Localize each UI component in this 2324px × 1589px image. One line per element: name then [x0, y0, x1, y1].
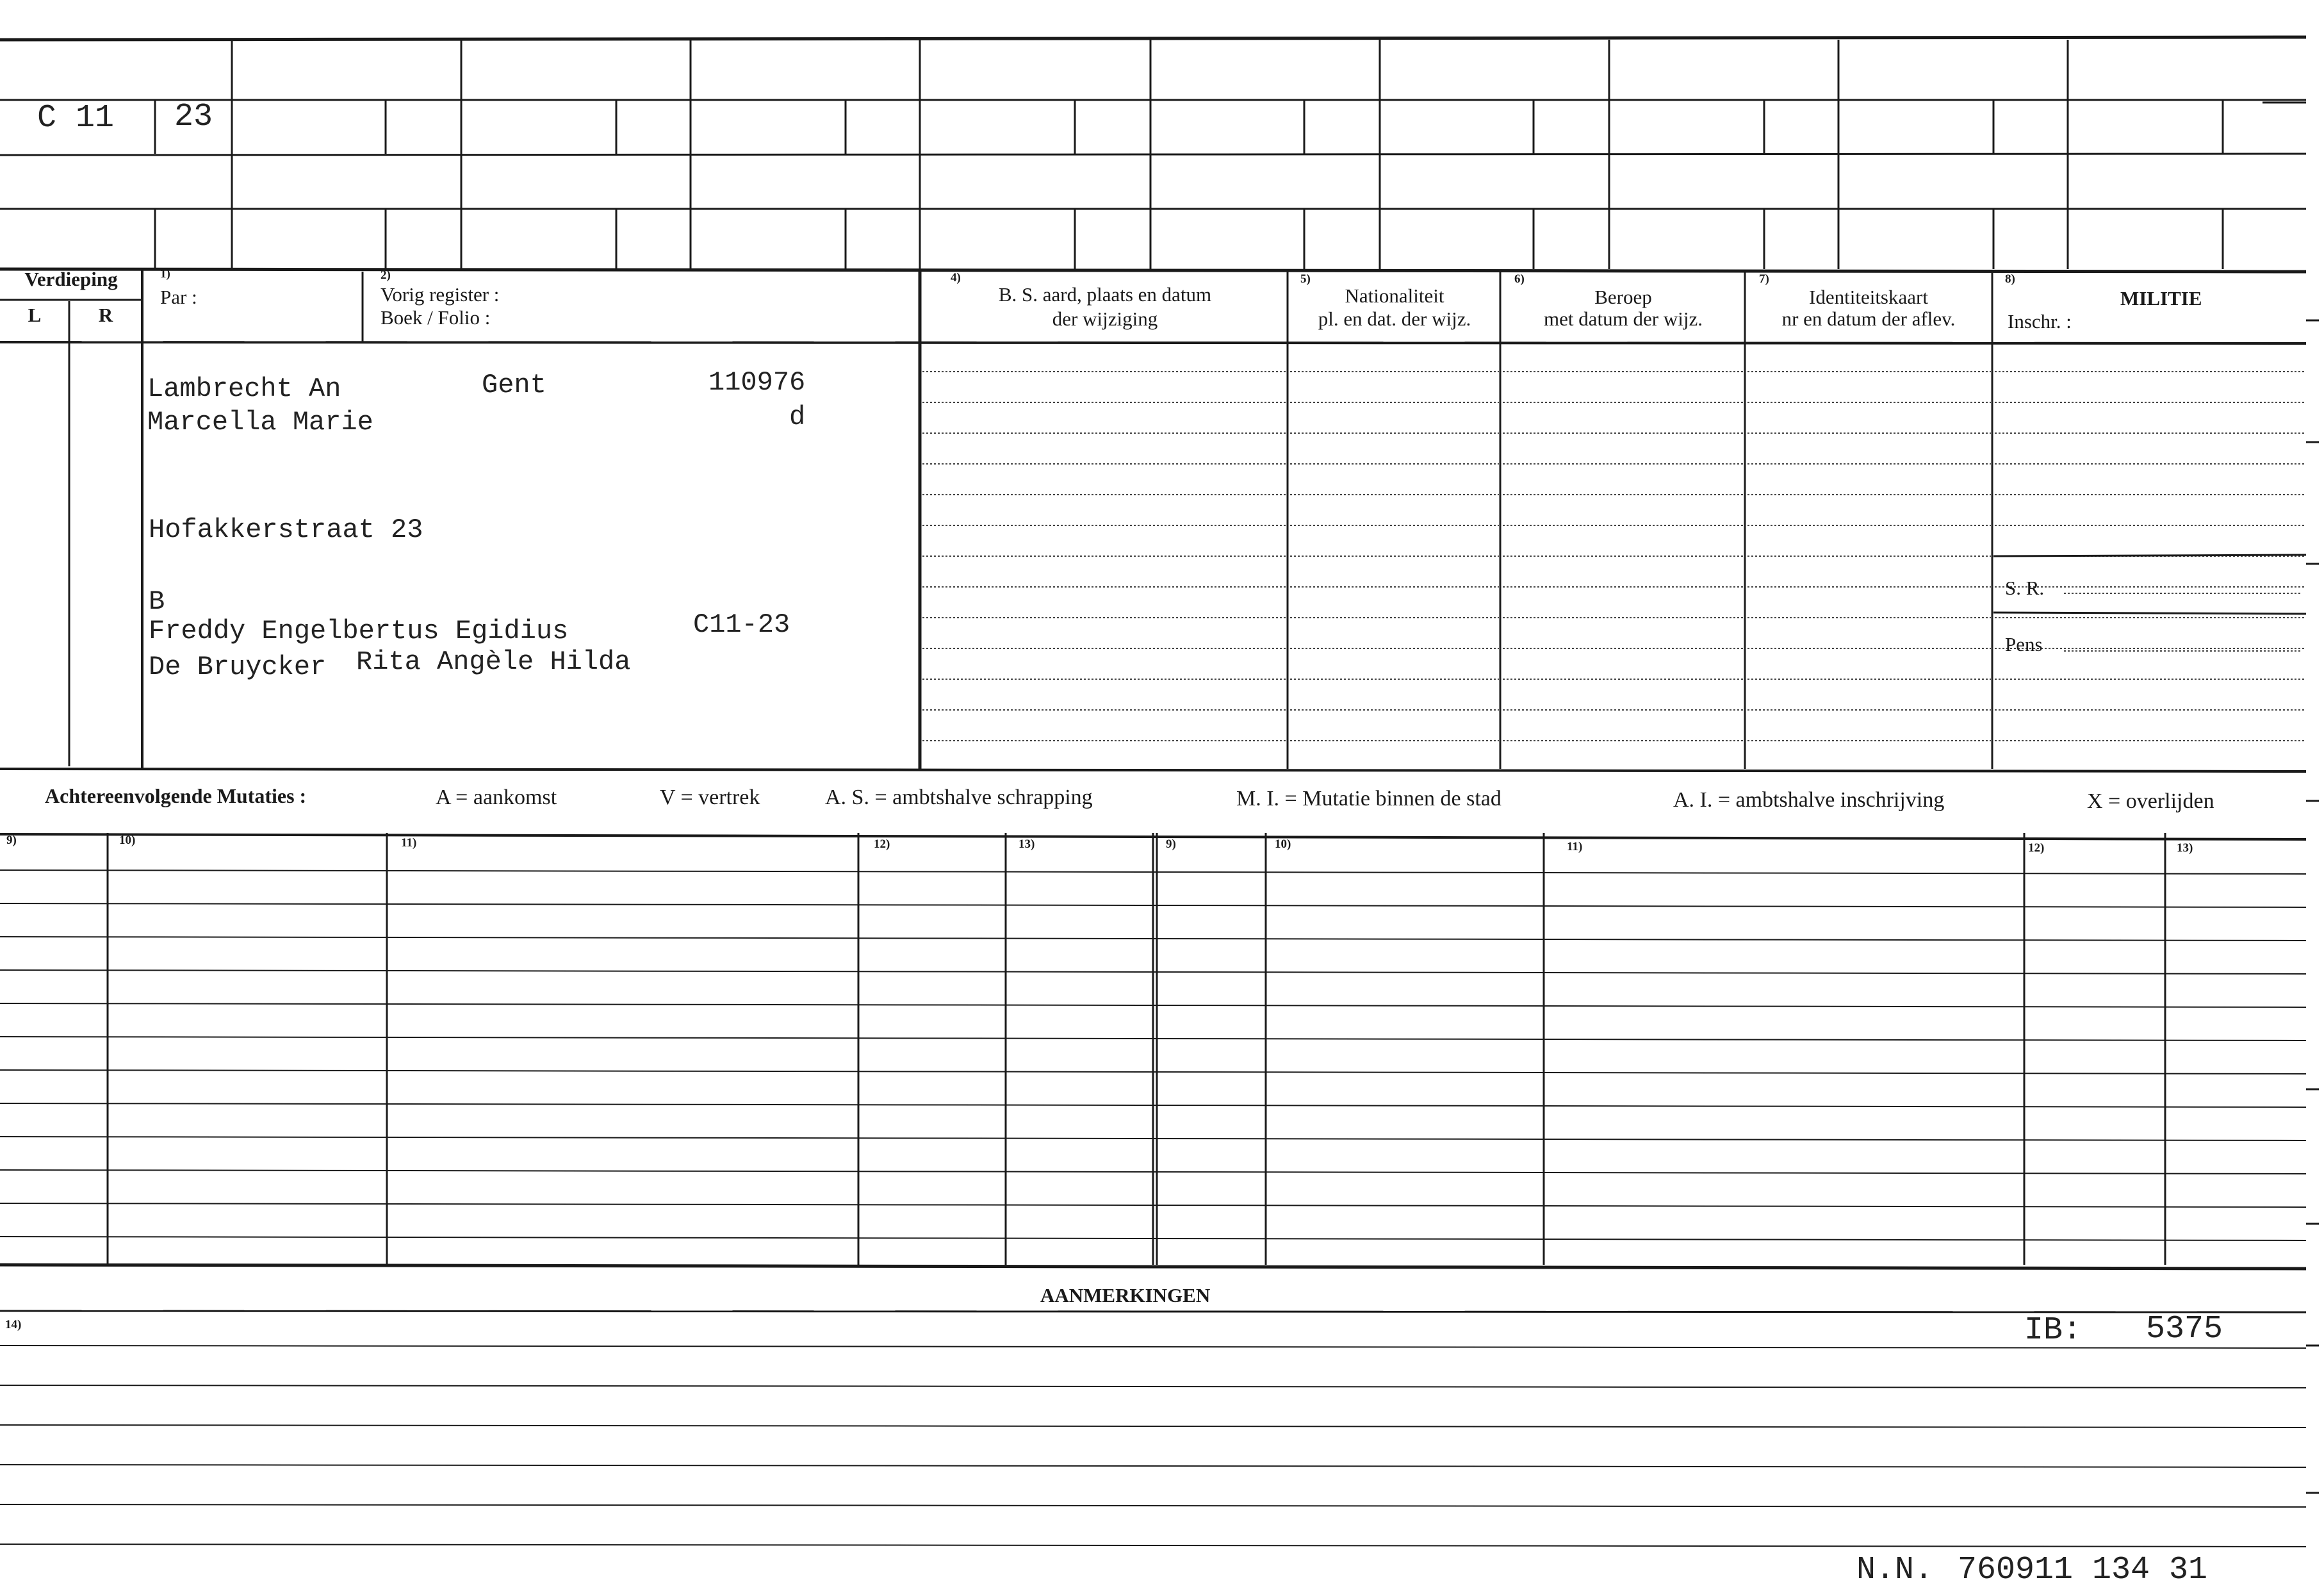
ib-label: IB:: [2024, 1312, 2083, 1349]
col4-heading-2: der wijziging: [1052, 308, 1158, 330]
col2-vorig-register: Vorig register :: [381, 283, 500, 306]
grid-line: [0, 342, 2306, 343]
mut-left-col-12: 12): [874, 837, 890, 851]
entry-surname: Lambrecht An: [147, 374, 341, 404]
verdieping-label: Verdieping: [24, 268, 118, 290]
mut-left-col-11: 11): [401, 836, 417, 850]
grid-line: [0, 1385, 2306, 1388]
col1-par-label: Par :: [160, 286, 197, 308]
entry-place: Gent: [482, 370, 546, 400]
col7-heading-1: Identiteitskaart: [1809, 286, 1928, 308]
col4-heading-1: B. S. aard, plaats en datum: [998, 283, 1212, 306]
col6-number: 6): [1514, 272, 1525, 286]
entry-address: Hofakkerstraat 23: [149, 515, 423, 545]
aanmerkingen-title: AANMERKINGEN: [1040, 1284, 1211, 1306]
militie-inschr-label: Inschr. :: [2008, 310, 2072, 333]
entry-d-mark: d: [789, 402, 806, 432]
grid-line: [1993, 613, 2306, 614]
grid-line: [0, 1465, 2306, 1467]
grid-line: [0, 1311, 2306, 1312]
col5-heading-1: Nationaliteit: [1345, 284, 1444, 307]
col8-number: 8): [2005, 272, 2015, 286]
legend-aankomst: A = aankomst: [436, 786, 557, 809]
mut-right-col-13: 13): [2177, 841, 2193, 855]
entry-mother-given: Rita Angèle Hilda: [356, 646, 631, 677]
grid-line: [0, 37, 2306, 40]
legend-ambtshalve-inschrijving: A. I. = ambtshalve inschrijving: [1673, 788, 1945, 812]
col7-heading-2: nr en datum der aflev.: [1781, 308, 1956, 330]
col6-heading-2: met datum der wijz.: [1544, 308, 1703, 330]
col5-number: 5): [1300, 272, 1311, 286]
l-label: L: [28, 304, 42, 326]
legend-overlijden: X = overlijden: [2087, 789, 2214, 813]
mut-right-col-9: 9): [1166, 837, 1176, 851]
ib-value: 5375: [2146, 1311, 2223, 1347]
entry-ref-code: C11-23: [693, 609, 790, 640]
grid-line: [0, 769, 2306, 771]
nn-value: 760911 134 31: [1958, 1552, 2208, 1588]
col1-number: 1): [160, 267, 170, 281]
grid-line: [0, 1346, 2306, 1348]
mut-left-col-13: 13): [1019, 837, 1035, 851]
entry-date-code: 110976: [708, 367, 806, 398]
entry-mother-surname: De Bruycker: [149, 652, 327, 682]
entry-b-mark: B: [149, 586, 165, 617]
grid-line: [0, 269, 2306, 272]
col5-heading-2: pl. en dat. der wijz.: [1318, 308, 1471, 330]
grid-line: [0, 154, 2306, 155]
mut-left-col-9: 9): [6, 834, 17, 847]
entry-father: Freddy Engelbertus Egidius: [149, 616, 569, 646]
col2-boek-folio: Boek / Folio :: [381, 306, 491, 329]
grid-line: [0, 1425, 2306, 1428]
wijk-code: C 11: [37, 100, 115, 136]
mut-left-col-10: 10): [119, 834, 136, 847]
grid-line: [1993, 555, 2306, 556]
entry-given-names: Marcella Marie: [147, 407, 373, 438]
mut-right-col-11: 11): [1567, 840, 1583, 853]
legend-ambtshalve-schrapping: A. S. = ambtshalve schrapping: [825, 786, 1093, 809]
mut-right-col-10: 10): [1275, 837, 1291, 851]
nn-label: N.N.: [1856, 1552, 1934, 1588]
r-label: R: [98, 304, 113, 326]
legend-vertrek: V = vertrek: [660, 786, 760, 809]
col4-number: 4): [951, 271, 961, 284]
mutaties-label: Achtereenvolgende Mutaties :: [45, 784, 307, 807]
huisnummer: 23: [174, 99, 213, 135]
militie-sr-label: S. R.: [2005, 577, 2045, 599]
aanmerkingen-number: 14): [5, 1318, 22, 1331]
legend-mutatie-binnen-stad: M. I. = Mutatie binnen de stad: [1236, 787, 1502, 811]
militie-pens-label: Pens: [2005, 633, 2043, 655]
militie-title: MILITIE: [2120, 287, 2202, 309]
mut-right-col-12: 12): [2028, 841, 2045, 855]
grid-line: [0, 1504, 2306, 1507]
grid-line: [0, 1265, 2306, 1269]
col2-number: 2): [381, 268, 391, 282]
grid-line: [0, 1544, 2306, 1547]
col6-heading-1: Beroep: [1594, 286, 1652, 308]
col7-number: 7): [1759, 272, 1769, 286]
